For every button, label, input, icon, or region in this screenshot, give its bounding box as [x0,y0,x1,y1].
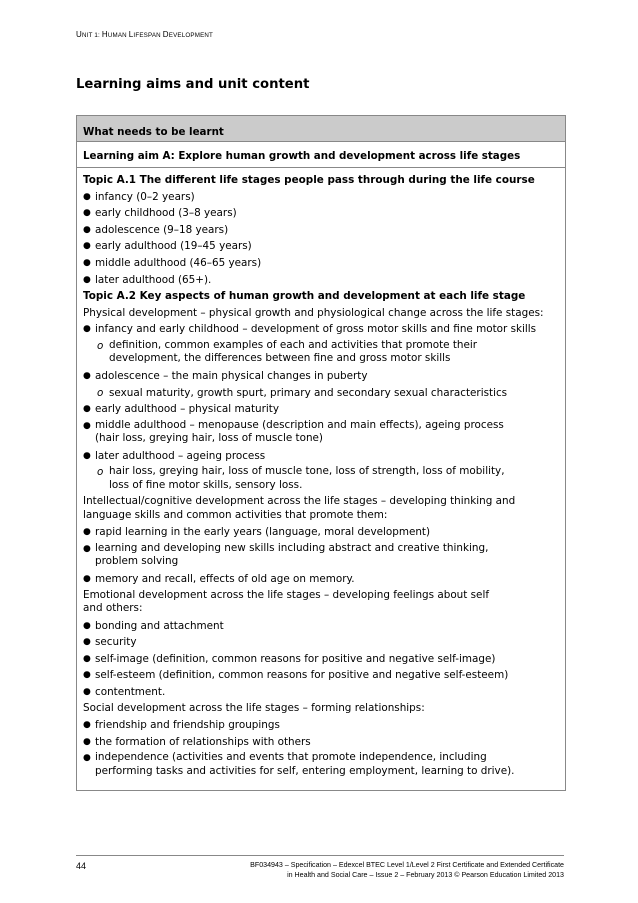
list-item-text: adolescence – the main physical changes in puberty [95,369,368,382]
bullet-icon: ● [83,736,91,747]
list-item [83,634,559,651]
running-head-u: U [76,30,82,39]
bullet-icon: ● [83,753,91,764]
page-title: Learning aims and unit content [76,77,310,92]
footer-line-1: BF034943 – Specification – Edexcel BTEC Level 1/Level 2 First Certificate and Extended Certificate [250,861,564,869]
bullet-icon: ● [83,191,91,202]
list-item [83,541,559,571]
list-item [83,418,559,448]
list-item-text: early adulthood (19–45 years) [95,240,252,253]
list-item-text: bonding and attachment [95,619,224,632]
bullet-icon: ● [83,573,91,584]
list-item [83,255,559,272]
running-head-rest: NIT 1: [81,32,102,39]
list-item [83,571,559,588]
content-table [76,115,566,791]
list-item-text: later adulthood (65+). [95,273,212,286]
list-item-text: security [95,636,137,649]
list-item-text: infancy (0–2 years) [95,190,195,203]
list-item [83,618,559,635]
line-2: (hair loss, greying hair, loss of muscle tone) [95,432,323,445]
list-item [83,222,559,239]
sub-list-item-text [109,464,505,494]
list-item-text [95,541,488,571]
list-item [83,238,559,255]
line-2: loss of fine motor skills, sensory loss. [109,478,303,491]
line-2: development, the differences between fine and gross motor skills [109,352,451,365]
list-item [83,189,559,206]
bullet-icon: ● [83,224,91,235]
bullet-icon: ● [83,637,91,648]
sub-bullet-icon: o [97,339,104,352]
list-item [83,717,559,734]
emotional-intro [83,588,559,618]
sub-list-item [97,338,559,368]
list-item [83,272,559,289]
list-item-text: the formation of relationships with others [95,735,311,748]
bullet-icon: ● [83,324,91,335]
list-item [83,651,559,668]
line-1: Emotional development across the life stages – developing feelings about self [83,588,489,601]
list-item [83,734,559,751]
line-1: middle adulthood – menopause (description and main effects), ageing process [95,418,504,431]
bullet-icon: ● [83,450,91,461]
list-item-text: rapid learning in the early years (language, moral development) [95,526,431,539]
list-item [83,448,559,465]
bullet-icon: ● [83,720,91,731]
bullet-icon: ● [83,208,91,219]
list-item [83,321,559,338]
topic-a1-title: Topic A.1 The different life stages people pass through during the life course [83,174,535,186]
bullet-icon: ● [83,257,91,268]
topic-a2-title: Topic A.2 Key aspects of human growth and development at each life stage [83,290,526,303]
line-1: hair loss, greying hair, loss of muscle tone, loss of strength, loss of mobility, [109,465,505,478]
list-item-text: early childhood (3–8 years) [95,207,237,220]
running-head-ifespan: IFESPAN [133,32,163,39]
list-item-text: infancy and early childhood – development of gross motor skills and fine motor skills [95,323,537,336]
bullet-icon: ● [83,686,91,697]
bullet-icon: ● [83,370,91,381]
line-1: definition, common examples of each and activities that promote their [109,338,478,351]
list-item [83,368,559,385]
running-head-d: D [162,30,169,39]
line-2: performing tasks and activities for self, entering employment, learning to drive). [95,764,515,777]
sub-list-item-text: sexual maturity, growth spurt, primary and secondary sexual characteristics [109,386,508,399]
running-head-evelopment: EVELOPMENT [168,32,214,39]
sub-list-item-text [109,338,477,368]
intellectual-intro [83,494,559,524]
list-item [83,524,559,541]
bullet-icon: ● [83,241,91,252]
list-item [83,205,559,222]
list-item-text [95,418,504,448]
list-item-text: self-image (definition, common reasons for positive and negative self-image) [95,652,496,665]
list-item-text: later adulthood – ageing process [95,449,266,462]
line-2: and others: [83,602,143,614]
sub-list-item [97,464,559,494]
table-header: What needs to be learnt [77,116,565,142]
social-intro: Social development across the life stages – forming relationships: [83,702,425,715]
page-number: 44 [76,861,87,871]
sub-bullet-icon: o [97,466,104,479]
bullet-icon: ● [83,527,91,538]
bullet-icon: ● [83,653,91,664]
sub-list-item [97,385,559,402]
line-2: language skills and common activities that promote them: [83,508,388,521]
running-head-uman: UMAN [107,32,129,39]
footer-text [164,861,564,881]
list-item-text: contentment. [95,685,166,698]
bullet-icon: ● [83,404,91,415]
footer-line-2: in Health and Social Care – Issue 2 – February 2013 © Pearson Education Limited 2013 [287,870,564,879]
line-1: independence (activities and events that promote independence, including [95,751,487,764]
list-item-text: adolescence (9–18 years) [95,223,229,236]
physical-intro: Physical development – physical growth and physiological change across the life stages: [83,306,544,319]
bullet-icon: ● [83,420,91,431]
list-item-text: memory and recall, effects of old age on memory. [95,572,355,585]
bullet-icon: ● [83,274,91,285]
running-head [76,30,213,39]
bullet-icon: ● [83,620,91,631]
line-1: learning and developing new skills including abstract and creative thinking, [95,541,489,554]
sub-bullet-icon: o [97,386,104,399]
bullet-icon: ● [83,670,91,681]
running-head-l: L [128,30,134,39]
table-body [77,168,565,790]
footer [76,855,564,879]
learning-aim: Learning aim A: Explore human growth and development across life stages [77,142,565,168]
line-1: Intellectual/cognitive development across the life stages – developing thinking and [83,495,516,508]
list-item [83,750,559,780]
list-item-text: self-esteem (definition, common reasons for positive and negative self-esteem) [95,669,509,682]
list-item-text [95,750,514,780]
list-item [83,684,559,701]
list-item-text: middle adulthood (46–65 years) [95,256,262,269]
running-head-h: H [101,30,108,39]
list-item [83,401,559,418]
bullet-icon: ● [83,543,91,554]
list-item-text: friendship and friendship groupings [95,719,280,732]
list-item-text: early adulthood – physical maturity [95,403,280,416]
line-2: problem solving [95,555,179,568]
list-item [83,667,559,684]
